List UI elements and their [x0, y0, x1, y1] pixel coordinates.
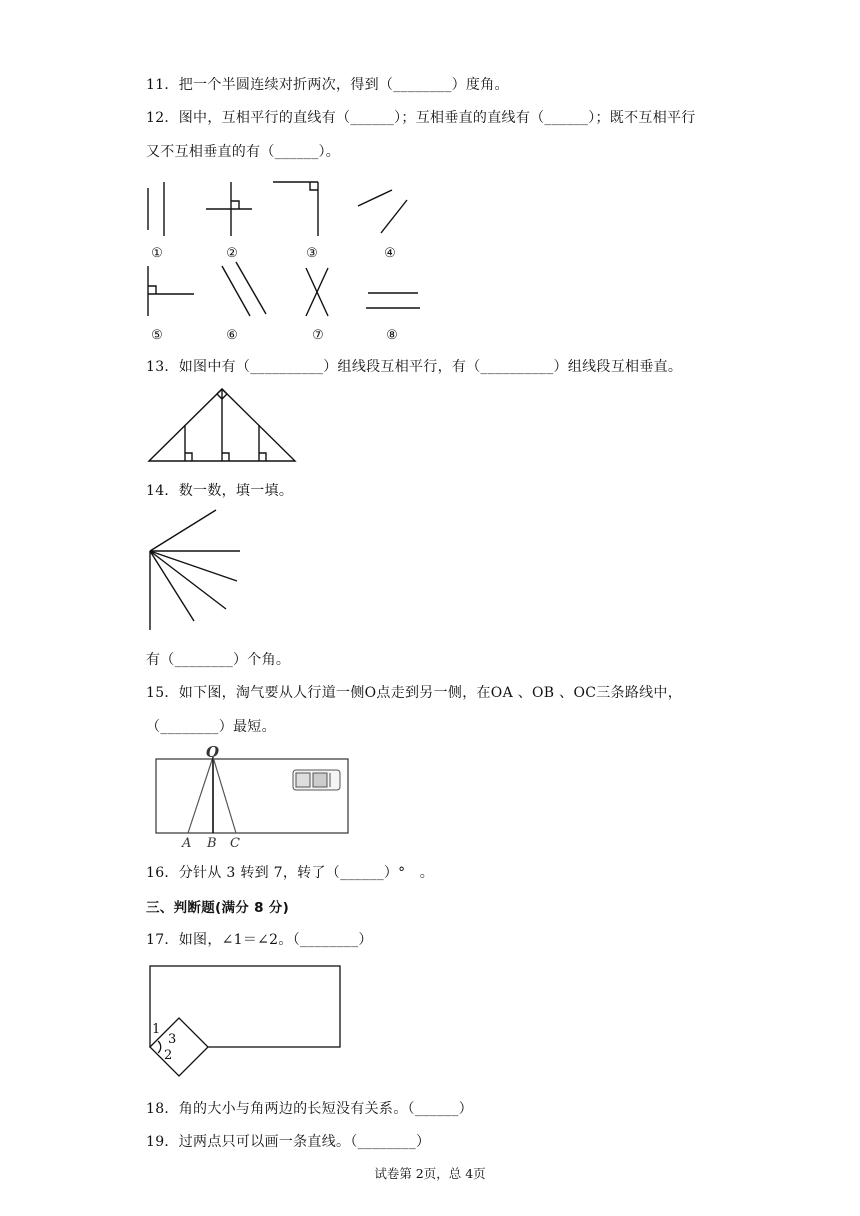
- point-b-label: B: [207, 836, 217, 851]
- fig4-line-a: [358, 190, 392, 206]
- ray-5: [150, 551, 194, 621]
- q13-triangle-figure: [140, 385, 305, 470]
- question-11: 11．把一个半圆连续对折两次，得到（________）度角。: [146, 77, 509, 93]
- fig-label-2: ②: [226, 246, 238, 261]
- fig6-line-a: [222, 266, 250, 316]
- ray-1: [150, 510, 216, 551]
- question-19: 19．过两点只可以画一条直线。（________）: [146, 1134, 431, 1150]
- question-15-line-1: 15．如下图，淘气要从人行道一侧O点走到另一侧，在OA 、OB 、OC三条路线中，: [146, 685, 683, 701]
- page-footer: 试卷第 2页，总 4页: [374, 1166, 486, 1181]
- fig-label-5: ⑤: [151, 328, 163, 343]
- q17-fold-figure: [140, 960, 350, 1084]
- right-angle-mark-left: [185, 453, 192, 461]
- fig4-line-b: [381, 200, 407, 233]
- fig-label-1: ①: [151, 246, 163, 261]
- ray-3: [150, 551, 237, 581]
- q15-sidewalk-figure: [150, 743, 355, 853]
- point-o-label: O: [206, 743, 220, 761]
- fig-label-6: ⑥: [226, 328, 238, 343]
- point-c-label: C: [230, 836, 240, 851]
- fig-label-3: ③: [306, 246, 318, 261]
- fig-label-7: ⑦: [312, 328, 324, 343]
- fig3-right-angle-mark: [310, 182, 318, 190]
- fig-label-4: ④: [384, 246, 396, 261]
- q12-line-figures: [130, 170, 440, 350]
- question-14-answer: 有（________）个角。: [146, 652, 291, 668]
- question-13: 13．如图中有（__________）组线段互相平行，有（__________）组线段互相垂直。: [146, 359, 683, 375]
- q14-rays-figure: [140, 505, 250, 635]
- fig5-right-angle-mark: [148, 286, 156, 294]
- section-3-heading: 三、判断题(满分 8 分): [146, 900, 290, 916]
- question-12-line-1: 12．图中，互相平行的直线有（______）；互相垂直的直线有（______）；既不互相平行: [146, 110, 696, 126]
- question-14: 14．数一数，填一填。: [146, 483, 294, 499]
- question-17: 17．如图，∠1＝∠2。（________）: [146, 932, 373, 948]
- path-oa: [188, 757, 213, 833]
- point-a-label: A: [182, 836, 192, 851]
- question-15-line-2: （________）最短。: [146, 719, 276, 735]
- path-oc: [213, 757, 236, 833]
- question-16: 16．分针从 3 转到 7，转了（______）° 。: [146, 865, 435, 881]
- car-icon: [293, 770, 340, 790]
- angle-3-label: 3: [168, 1032, 177, 1047]
- angle-2-label: 2: [164, 1048, 173, 1063]
- ray-4: [150, 551, 226, 609]
- right-angle-mark-center: [222, 453, 229, 461]
- fig2-right-angle-mark: [231, 201, 239, 209]
- fig6-line-b: [236, 262, 266, 314]
- angle-1-label: 1: [152, 1022, 161, 1037]
- question-18: 18．角的大小与角两边的长短没有关系。（______）: [146, 1101, 473, 1117]
- fig-label-8: ⑧: [386, 328, 398, 343]
- question-12-line-2: 又不互相垂直的有（______）。: [146, 144, 341, 160]
- right-angle-mark-right: [259, 453, 266, 461]
